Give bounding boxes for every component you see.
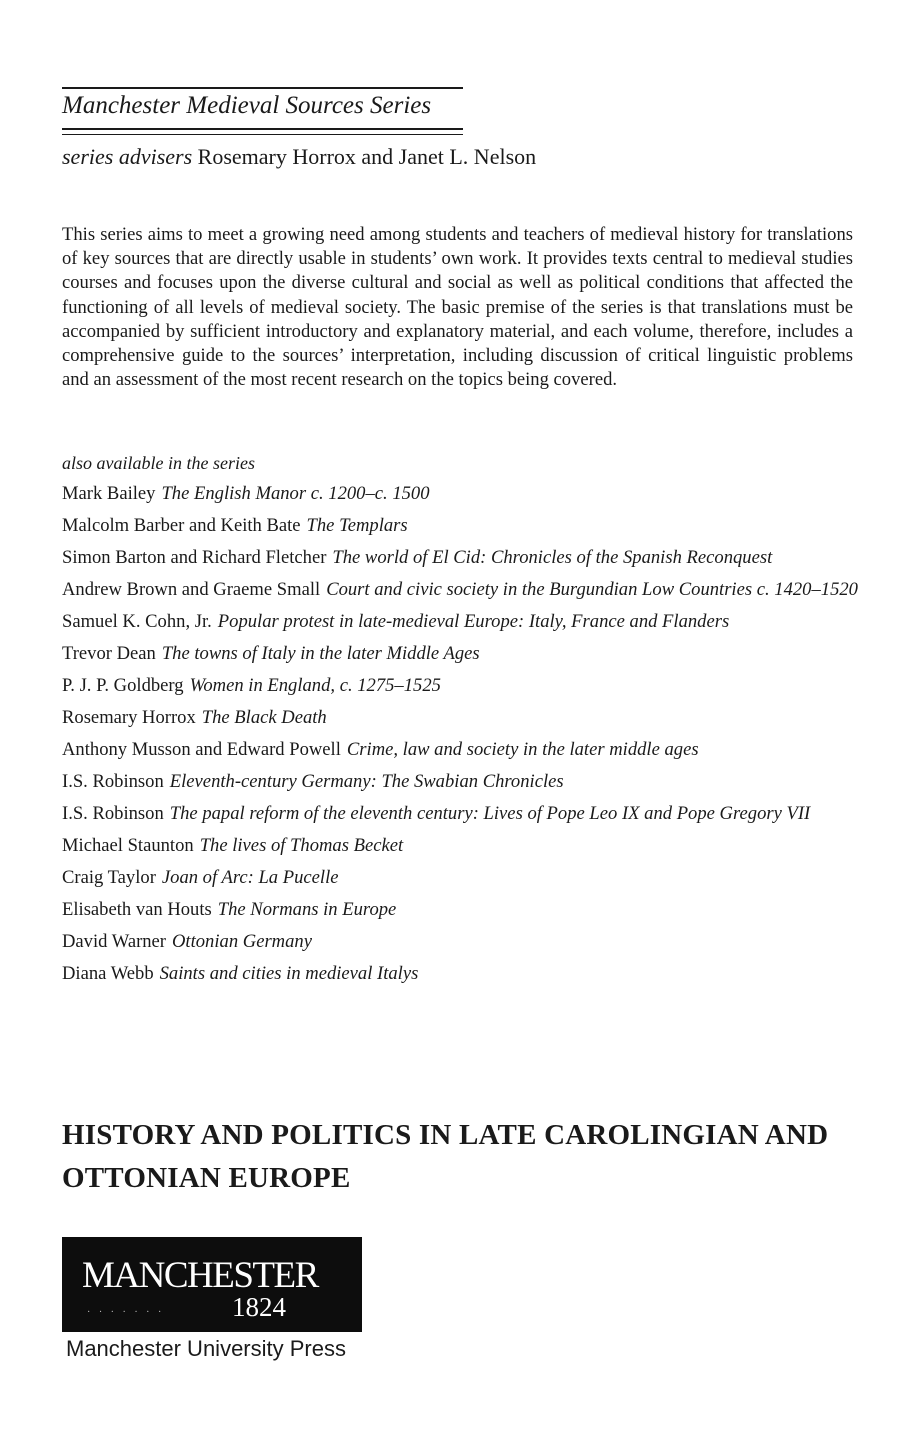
book-item (62, 898, 862, 922)
book-author: Malcolm Barber and Keith Bate (62, 515, 301, 536)
book-author: Michael Staunton (62, 835, 194, 856)
book-title: The Normans in Europe (217, 899, 397, 920)
book-author: Mark Bailey (62, 483, 156, 504)
manchester-1824-logo (62, 1237, 362, 1332)
book-title: Eleventh-century Germany: The Swabian Chronicles (169, 771, 564, 792)
series-description: This series aims to meet a growing need among students and teachers of medieval history for translations of key sources that are directly usable in students’ own work. It provides texts central to medieval studies courses and focuses upon the diverse cultural and social as well as political conditions that affected the functioning of all levels of medieval society. The basic premise of the series is that translations must be accompanied by sufficient introductory and explanatory material, and each volume, therefore, includes a comprehensive guide to the sources’ interpretation, including discussion of critical linguistic problems and an assessment of the most recent research on the topics being covered. (62, 224, 853, 391)
book-title: Saints and cities in medieval Italys (159, 963, 419, 984)
book-author: I.S. Robinson (62, 771, 164, 792)
book-title: The lives of Thomas Becket (199, 835, 404, 856)
book-item (62, 578, 862, 602)
series-title: Manchester Medieval Sources Series (62, 92, 432, 119)
book-title: Crime, law and society in the later middle ages (346, 739, 699, 760)
book-item (62, 866, 862, 890)
book-item (62, 770, 862, 794)
top-rule (62, 87, 463, 89)
book-item (62, 802, 862, 826)
book-item (62, 546, 862, 570)
book-author: Craig Taylor (62, 867, 156, 888)
also-available-heading: also available in the series (62, 453, 255, 473)
book-title: The Templars (306, 515, 408, 536)
book-item (62, 930, 862, 954)
book-title: Joan of Arc: La Pucelle (161, 867, 339, 888)
book-item (62, 482, 862, 506)
book-author: I.S. Robinson (62, 803, 164, 824)
book-list (62, 482, 862, 994)
book-main-title: HISTORY AND POLITICS IN LATE CAROLINGIAN AND OTTONIAN EUROPE (62, 1119, 829, 1194)
book-title: The towns of Italy in the later Middle Ages (161, 643, 480, 664)
book-item (62, 642, 862, 666)
logo-year: 1824 (232, 1292, 286, 1322)
logo-wordmark: MANCHESTER (82, 1255, 318, 1296)
middle-rule (62, 128, 463, 130)
book-author: Samuel K. Cohn, Jr. (62, 611, 212, 632)
book-item (62, 738, 862, 762)
book-item (62, 962, 862, 986)
series-advisers (62, 144, 536, 170)
book-author: Andrew Brown and Graeme Small (62, 579, 321, 600)
book-author: Trevor Dean (62, 643, 156, 664)
book-title: The papal reform of the eleventh century: Lives of Pope Leo IX and Pope Gregory VII (169, 803, 811, 824)
book-title: The world of El Cid: Chronicles of the Spanish Reconquest (332, 547, 773, 568)
book-title: The English Manor c. 1200–c. 1500 (161, 483, 430, 504)
advisers-names: Rosemary Horrox and Janet L. Nelson (197, 144, 537, 169)
middle-rule-thin (62, 134, 463, 135)
logo-decoration: · · · · · · · (87, 1307, 165, 1318)
book-title: Court and civic society in the Burgundian Low Countries c. 1420–1520 (326, 579, 858, 600)
book-author: David Warner (62, 931, 166, 952)
book-author: Diana Webb (62, 963, 154, 984)
book-title: Ottonian Germany (172, 931, 312, 952)
book-item (62, 834, 862, 858)
book-item (62, 514, 862, 538)
publisher-name: Manchester University Press (66, 1336, 346, 1361)
book-author: Rosemary Horrox (62, 707, 196, 728)
book-author: P. J. P. Goldberg (62, 675, 184, 696)
book-author: Simon Barton and Richard Fletcher (62, 547, 327, 568)
book-author: Elisabeth van Houts (62, 899, 212, 920)
book-item (62, 706, 862, 730)
book-item (62, 610, 862, 634)
advisers-label: series advisers (62, 144, 193, 169)
book-title: Women in England, c. 1275–1525 (189, 675, 441, 696)
book-title: Popular protest in late-medieval Europe: Italy, France and Flanders (217, 611, 730, 632)
book-item (62, 674, 862, 698)
book-title: The Black Death (201, 707, 327, 728)
book-author: Anthony Musson and Edward Powell (62, 739, 341, 760)
